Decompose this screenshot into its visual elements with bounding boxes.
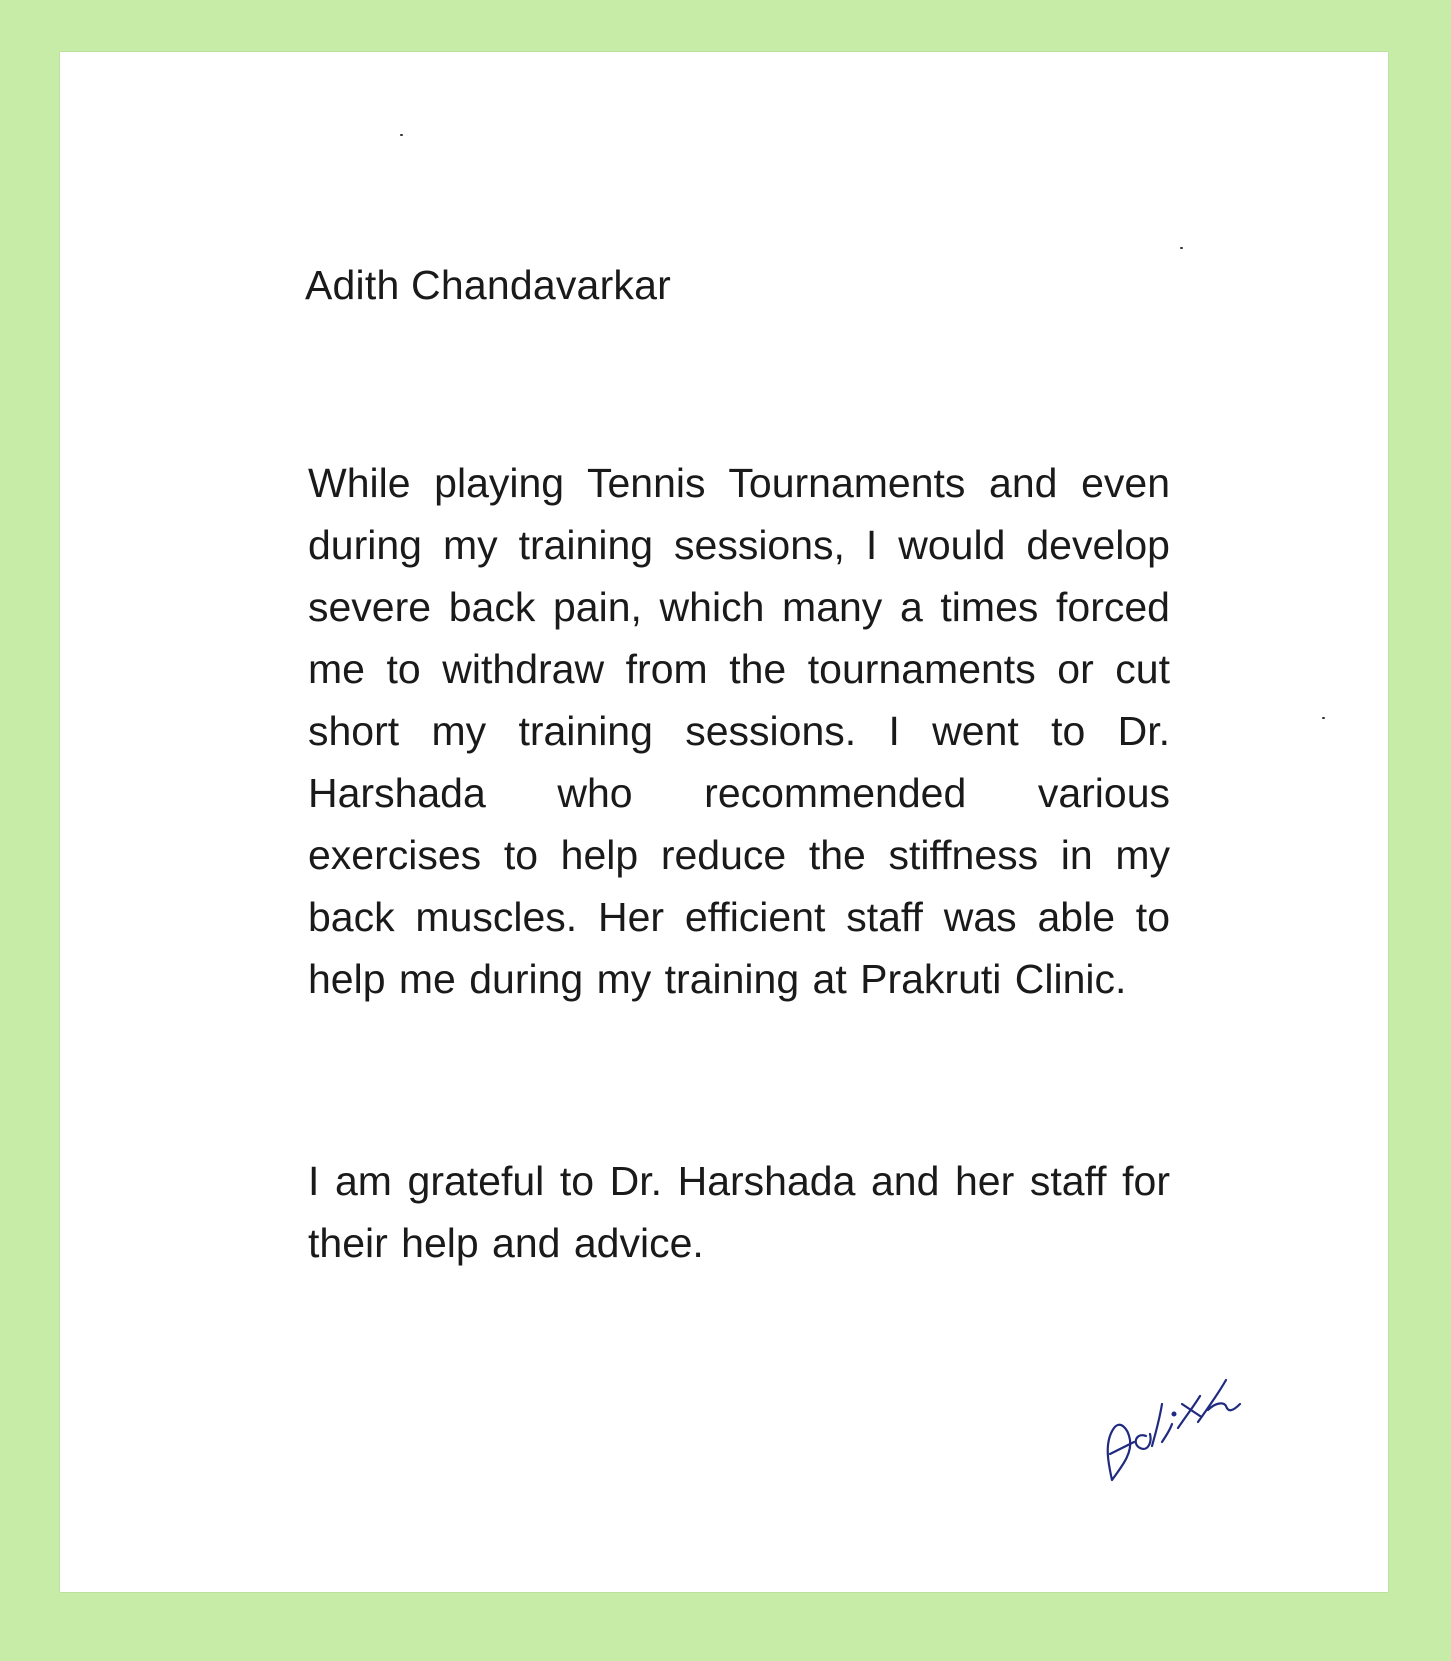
testimonial-letter <box>60 52 1388 1592</box>
paper-speck <box>400 134 403 136</box>
paper-speck <box>1322 717 1325 719</box>
handwritten-signature <box>1100 1362 1250 1492</box>
author-name: Adith Chandavarkar <box>305 262 671 308</box>
gratitude-paragraph: I am grateful to Dr. Harshada and her staff for their help and advice. <box>308 1158 1170 1266</box>
testimonial-paragraph: While playing Tennis Tournaments and even during my training sessions, I would develop severe back pain, which many a times forced me to withdraw from the tournaments or cut short my training sessions. I went to Dr. Harshada who recommended various exercises to help reduce the stiffness in my back muscles. Her efficient staff was able to help me during my training at Prakruti Clinic. <box>308 460 1170 1002</box>
paper-speck <box>1180 247 1183 249</box>
